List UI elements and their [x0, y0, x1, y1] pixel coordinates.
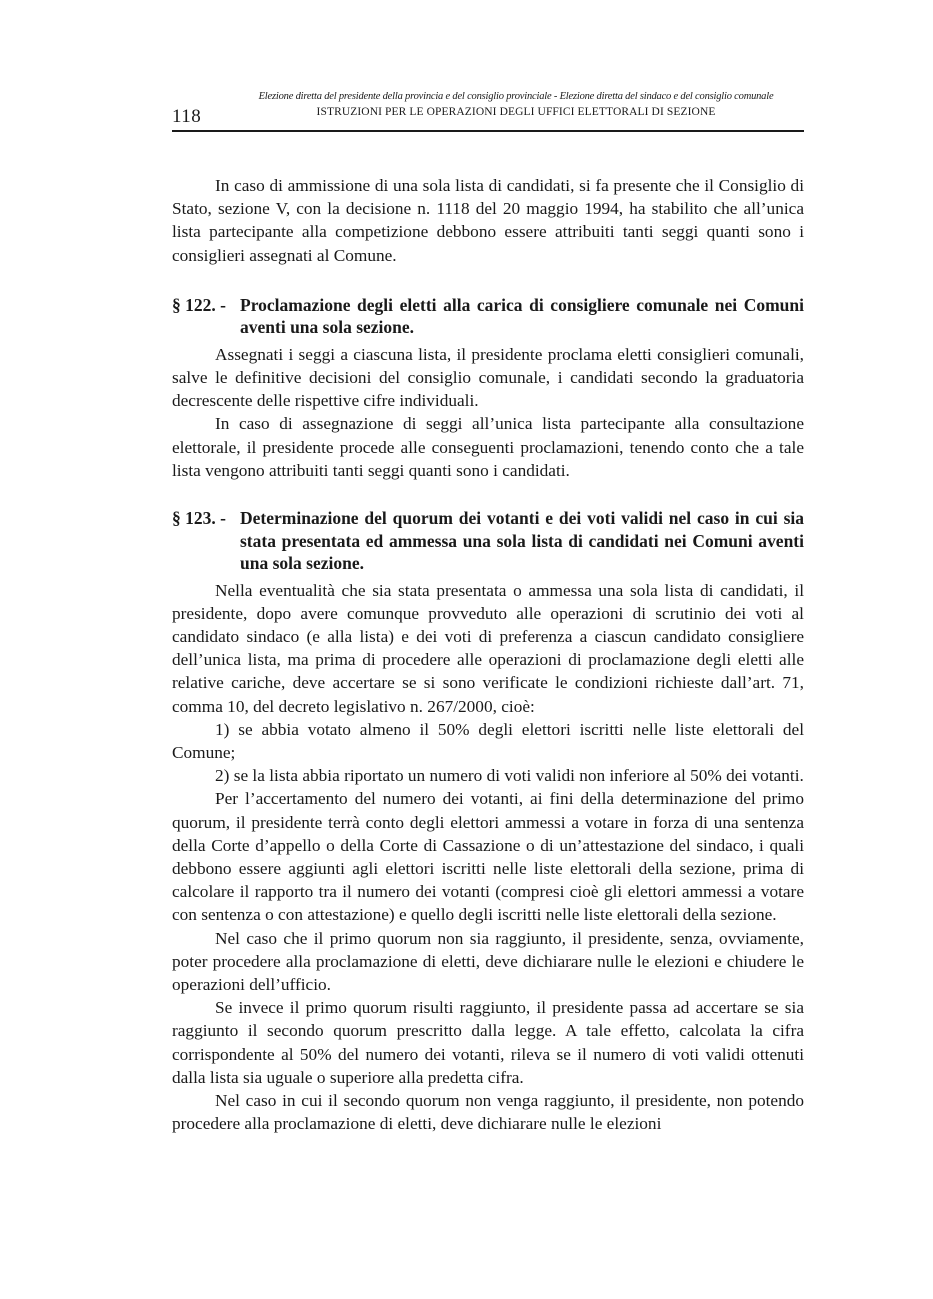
paragraph: Nella eventualità che sia stata presentata o ammessa una sola lista di candidati, il presidente, dopo avere comunque provveduto alle operazioni di scrutinio dei voti al candidato sindaco (e alla lista) e dei voti di preferenza a ciascun candidato consigliere dell’unica lista, ma prima di procedere alle operazioni di proclamazione degli eletti alle relative cariche, deve accertare se si sono verificate le condizioni richieste dall’art. 71, comma 10, del decreto legislativo n. 267/2000, cioè:	[172, 580, 804, 716]
header-title-italic: Elezione diretta del presidente della provincia e del consiglio provinciale - Elezione diretta del sindaco e del consiglio comunale	[258, 91, 774, 102]
intro-paragraph: In caso di ammissione di una sola lista di candidati, si fa presente che il Consiglio di Stato, sezione V, con la decisione n. 1118 del 20 maggio 1994, ha stabilito che all’unica lista partecipante alla competizione debbono essere attribuiti tanti seggi quanti sono i consiglieri assegnati al Comune.	[172, 176, 804, 265]
section-number: § 123. -	[172, 508, 231, 529]
section-title: Determinazione del quorum dei votanti e dei voti validi nel caso in cui sia stata presentata ed ammessa una sola lista di candidati nei Comuni aventi una sola sezione.	[240, 508, 804, 574]
page-number: 118	[172, 106, 202, 127]
document-page	[172, 88, 804, 1135]
section-number: § 122. -	[172, 294, 231, 315]
paragraph: Nel caso in cui il secondo quorum non venga raggiunto, il presidente, non potendo procedere alla proclamazione di eletti, deve dichiarare nulle le elezioni	[172, 1091, 804, 1134]
section-title: Proclamazione degli eletti alla carica di consigliere comunale nei Comuni aventi una sola sezione.	[240, 294, 804, 338]
section-heading-122	[172, 294, 804, 339]
paragraph: Assegnati i seggi a ciascuna lista, il presidente proclama eletti consiglieri comunali, salve le definitive decisioni del consiglio comunale, i candidati secondo la graduatoria decrescente delle rispettive cifre individuali.	[172, 344, 804, 411]
header-title-caps: ISTRUZIONI PER LE OPERAZIONI DEGLI UFFICI ELETTORALI DI SEZIONE	[316, 106, 716, 118]
list-item-condition-2: 2) se la lista abbia riportato un numero di voti validi non inferiore al 50% dei votanti.	[215, 766, 804, 786]
section-heading-123	[172, 507, 804, 575]
running-header	[172, 88, 804, 132]
body-text	[172, 174, 804, 1135]
paragraph: In caso di assegnazione di seggi all’unica lista partecipante alla consultazione elettorale, il presidente procede alle conseguenti proclamazioni, tenendo conto che a tale lista vengono attribuiti tanti seggi quanti sono i candidati.	[172, 414, 804, 480]
paragraph: Nel caso che il primo quorum non sia raggiunto, il presidente, senza, ovviamente, poter procedere alla proclamazione di eletti, deve dichiarare nulle le elezioni e chiudere le operazioni dell’ufficio.	[172, 928, 804, 994]
paragraph: Se invece il primo quorum risulti raggiunto, il presidente passa ad accertare se sia raggiunto il secondo quorum prescritto dalla legge. A tale effetto, calcolata la cifra corrispondente al 50% del numero dei votanti, rileva se il numero di voti validi ottenuti dalla lista sia uguale o superiore alla predetta cifra.	[172, 998, 804, 1087]
list-item-condition-1: 1) se abbia votato almeno il 50% degli elettori iscritti nelle liste elettorali del Comune;	[172, 719, 804, 762]
paragraph: Per l’accertamento del numero dei votanti, ai fini della determinazione del primo quorum, il presidente terrà conto degli elettori ammessi a votare in forza di una sentenza della Corte d’appello o della Corte di Cassazione o di un’attestazione del sindaco, i quali debbono essere aggiunti agli elettori iscritti nelle liste elettorali della sezione, prima di calcolare il rapporto tra il numero dei votanti (compresi cioè gli elettori ammessi a votare con sentenza o con attestazione) e quello degli iscritti nelle liste elettorali della sezione.	[172, 789, 804, 925]
